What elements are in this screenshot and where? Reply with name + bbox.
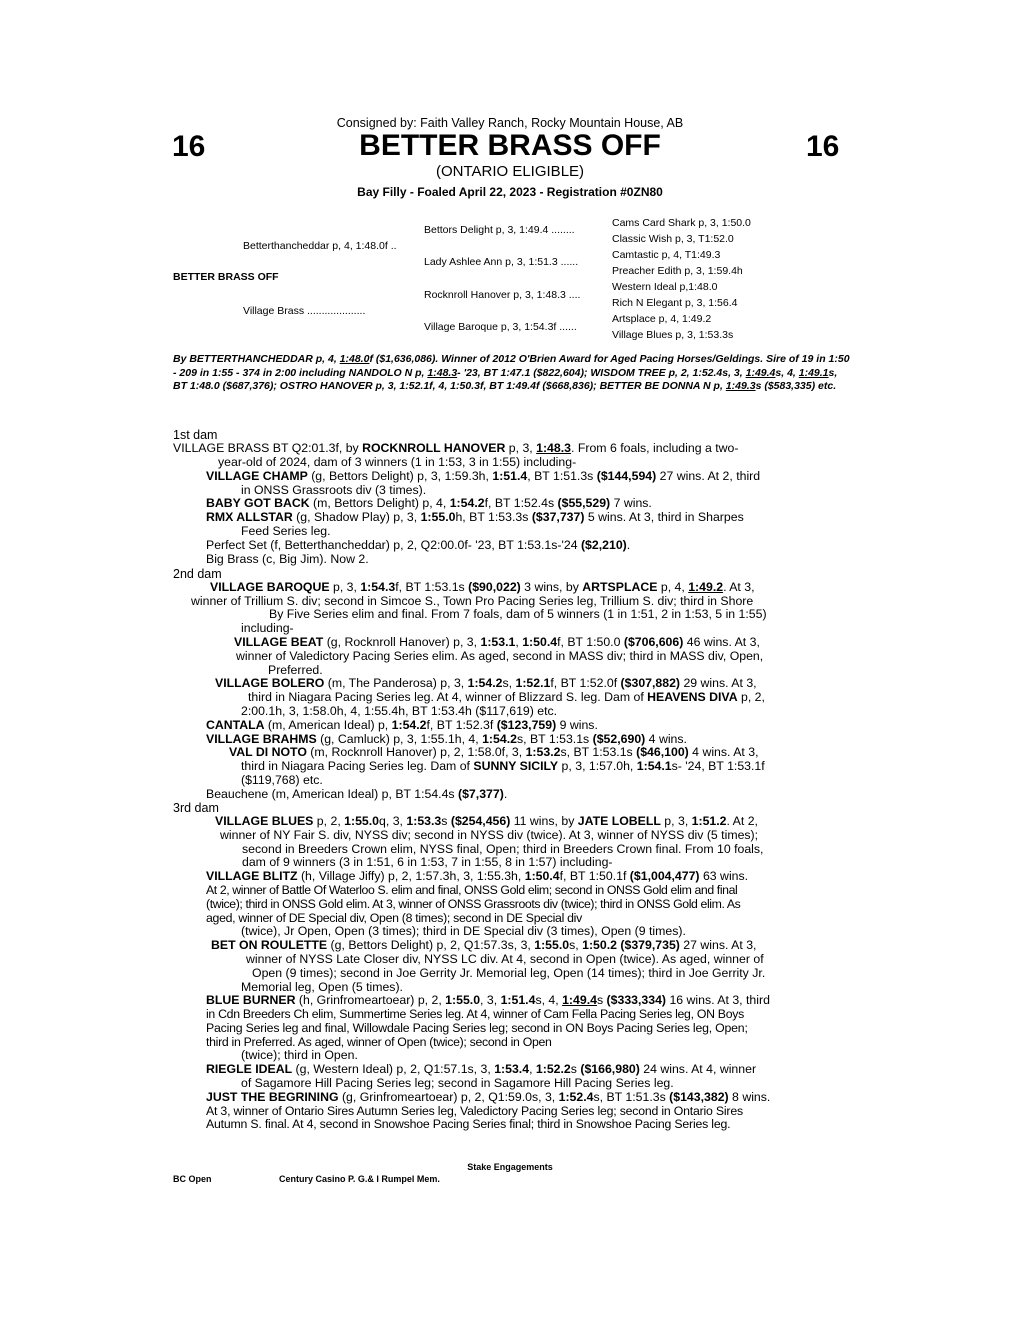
pedigree-gen3-8: Village Blues p, 3, 1:53.3s xyxy=(612,329,734,341)
pedigree-gen3-4: Preacher Edith p, 3, 1:59.4h xyxy=(612,265,743,277)
produce-entry-detail: (twice); third in ONSS Gold elim. At 3, winner of ONSS Grassroots div (twice); third in ONSS Gold elim. As xyxy=(206,897,741,911)
produce-entry-detail: (twice); third in Open. xyxy=(241,1048,358,1062)
pedigree-dam-dam: Village Baroque p, 3, 1:54.3f ...... xyxy=(424,321,577,333)
produce-entry: VAL DI NOTO (m, Rocknroll Hanover) p, 2, 1:58.0f, 3, 1:53.2s, BT 1:53.1s ($46,100) 4 wins. At 3, xyxy=(229,745,759,759)
second-dam-line: By Five Series elim and final. From 7 foals, dam of 5 winners (1 in 1:51, 2 in 1:53, 5 in 1:55) xyxy=(269,607,767,621)
pedigree-gen3-7: Artsplace p, 4, 1:49.2 xyxy=(612,313,712,325)
first-dam-heading: 1st dam xyxy=(173,428,218,442)
third-dam-line: dam of 9 winners (3 in 1:51, 6 in 1:53, 7 in 1:55, 8 in 1:57) including- xyxy=(242,855,613,869)
produce-entry-detail: winner of NYSS Late Closer div, NYSS LC div. At 4, second in Open (twice). As aged, winner of xyxy=(246,952,764,966)
second-dam-line: including- xyxy=(241,621,294,635)
produce-entry: Beauchene (m, American Ideal) p, BT 1:54.4s ($7,377). xyxy=(206,787,508,801)
produce-entry-detail: 2:00.1h, 3, 1:58.0h, 4, 1:55.4h, BT 1:53.4h ($117,619) etc. xyxy=(241,704,558,718)
produce-entry-detail: in ONSS Grassroots div (3 times). xyxy=(241,483,427,497)
first-dam-line: VILLAGE BRASS BT Q2:01.3f, by ROCKNROLL HANOVER p, 3, 1:48.3. From 6 foals, including a two- xyxy=(173,441,739,455)
third-dam-heading: 3rd dam xyxy=(173,801,219,815)
produce-entry: BABY GOT BACK (m, Bettors Delight) p, 4, 1:54.2f, BT 1:52.4s ($55,529) 7 wins. xyxy=(206,496,652,510)
pedigree-sire: Betterthancheddar p, 4, 1:48.0f .. xyxy=(243,240,397,252)
produce-entry: JUST THE BEGRINING (g, Grinfromeartoear) p, 2, Q1:59.0s, 3, 1:52.4s, BT 1:51.3s ($143,382) 8 wins. xyxy=(206,1090,771,1104)
hip-number-left: 16 xyxy=(172,130,206,163)
pedigree-sire-dam: Lady Ashlee Ann p, 3, 1:51.3 ...... xyxy=(424,256,579,268)
produce-entry: VILLAGE BLITZ (h, Village Jiffy) p, 2, 1:57.3h, 3, 1:55.3h, 1:50.4f, BT 1:50.1f ($1,004,477) 63 wins. xyxy=(206,869,749,883)
produce-entry-detail: third in Preferred. As aged, winner of Open (twice); second in Open xyxy=(206,1035,552,1049)
pedigree-subject: BETTER BRASS OFF xyxy=(173,271,279,283)
produce-entry: BET ON ROULETTE (g, Bettors Delight) p, 2, Q1:57.3s, 3, 1:55.0s, 1:50.2 ($379,735) 27 wins. At 3, xyxy=(211,938,757,952)
produce-entry-detail: of Sagamore Hill Pacing Series leg; second in Sagamore Hill Pacing Series leg. xyxy=(241,1076,674,1090)
third-dam-line: winner of NY Fair S. div, NYSS div; second in NYSS div (twice). At 3, winner of NYSS div (5 times); xyxy=(220,828,759,842)
pedigree-gen3-3: Camtastic p, 4, T1:49.3 xyxy=(612,249,721,261)
stake-engagement-item: Century Casino P. G.& I Rumpel Mem. xyxy=(279,1174,440,1184)
produce-entry: RIEGLE IDEAL (g, Western Ideal) p, 2, Q1:57.1s, 3, 1:53.4, 1:52.2s ($166,980) 24 wins. At 4, winner xyxy=(206,1062,757,1076)
foal-details: Bay Filly - Foaled April 22, 2023 - Registration #0ZN80 xyxy=(357,185,663,199)
produce-entry: RMX ALLSTAR (g, Shadow Play) p, 3, 1:55.0h, BT 1:53.3s ($37,737) 5 wins. At 3, third in Sharpes xyxy=(206,510,744,524)
produce-entry-detail: Preferred. xyxy=(268,663,323,677)
pedigree-dam-sire: Rocknroll Hanover p, 3, 1:48.3 .... xyxy=(424,289,581,301)
pedigree-dam: Village Brass .................... xyxy=(243,305,366,317)
produce-entry-detail: Pacing Series leg and final, Willowdale Pacing Series leg; second in ON Boys Pacing Series leg, Open; xyxy=(206,1021,748,1035)
produce-entry-detail: Autumn S. final. At 4, second in Snowshoe Pacing Series final; third in Snowshoe Pacing Series leg. xyxy=(206,1117,731,1131)
pedigree-sire-sire: Bettors Delight p, 3, 1:49.4 ........ xyxy=(424,224,575,236)
sire-summary: By BETTERTHANCHEDDAR p, 4, 1:48.0f ($1,636,086). Winner of 2012 O'Brien Award for Aged Pacing Horses/Geldings. Sire of 19 in 1:50 - 209 in 1:55 - 374 in 2:00 including NANDOLO N p, 1:48.3- '23, BT 1:47.1 ($822,604); WISDOM TREE p, 2, 1:52.4s, 3, 1:49.4s, 4, 1:49.1s, BT 1:48.0 ($687,376); OSTRO HANOVER p, 3, 1:52.1f, 4, 1:50.3f, BT 1:49.4f ($668,836); BETTER BE DONNA N p, 1:49.3s ($583,335) etc. xyxy=(173,353,850,392)
produce-entry: VILLAGE BEAT (g, Rocknroll Hanover) p, 3, 1:53.1, 1:50.4f, BT 1:50.0 ($706,606) 46 wins. At 3, xyxy=(234,635,760,649)
produce-entry: CANTALA (m, American Ideal) p, 1:54.2f, BT 1:52.3f ($123,759) 9 wins. xyxy=(206,718,598,732)
pedigree-gen3-6: Rich N Elegant p, 3, 1:56.4 xyxy=(612,297,738,309)
produce-entry-detail: aged, winner of DE Special div, Open (8 times); second in DE Special div xyxy=(206,911,582,925)
produce-entry: Big Brass (c, Big Jim). Now 2. xyxy=(206,552,369,566)
second-dam-line: winner of Trillium S. div; second in Simcoe S., Town Pro Pacing Series leg, Trillium S. div; third in Shore xyxy=(191,594,754,608)
produce-entry: VILLAGE CHAMP (g, Bettors Delight) p, 3, 1:59.3h, 1:51.4, BT 1:51.3s ($144,594) 27 wins. At 2, third xyxy=(206,469,761,483)
produce-entry: VILLAGE BOLERO (m, The Panderosa) p, 3, 1:54.2s, 1:52.1f, BT 1:52.0f ($307,882) 29 wins. At 3, xyxy=(215,676,757,690)
produce-entry-detail: Feed Series leg. xyxy=(241,524,331,538)
pedigree-gen3-5: Western Ideal p,1:48.0 xyxy=(612,281,718,293)
hip-number-right: 16 xyxy=(806,130,840,163)
pedigree-gen3-2: Classic Wish p, 3, T1:52.0 xyxy=(612,233,734,245)
produce-entry: VILLAGE BRAHMS (g, Camluck) p, 3, 1:55.1h, 4, 1:54.2s, BT 1:53.1s ($52,690) 4 wins. xyxy=(206,732,687,746)
produce-entry-detail: Open (9 times); second in Joe Gerrity Jr. Memorial leg, Open (14 times); third in Joe Gerrity Jr. xyxy=(252,966,766,980)
stake-engagements-heading: Stake Engagements xyxy=(467,1162,553,1172)
second-dam-line: VILLAGE BAROQUE p, 3, 1:54.3f, BT 1:53.1s ($90,022) 3 wins, by ARTSPLACE p, 4, 1:49.2. At 3, xyxy=(210,580,755,594)
third-dam-line: second in Breeders Crown elim, NYSS final, Open; third in Breeders Crown final. From 10 foals, xyxy=(242,842,764,856)
third-dam-line: VILLAGE BLUES p, 2, 1:55.0q, 3, 1:53.3s ($254,456) 11 wins, by JATE LOBELL p, 3, 1:51.2. At 2, xyxy=(215,814,758,828)
first-dam-line: year-old of 2024, dam of 3 winners (1 in 1:53, 3 in 1:55) including- xyxy=(218,455,577,469)
produce-entry-detail: third in Niagara Pacing Series leg. Dam of SUNNY SICILY p, 3, 1:57.0h, 1:54.1s- '24, BT 1:53.1f xyxy=(241,759,765,773)
stake-engagement-item: BC Open xyxy=(173,1174,212,1184)
pedigree-gen3-1: Cams Card Shark p, 3, 1:50.0 xyxy=(612,217,751,229)
produce-entry-detail: Memorial leg, Open (5 times). xyxy=(241,980,403,994)
second-dam-heading: 2nd dam xyxy=(173,567,222,581)
produce-entry: BLUE BURNER (h, Grinfromeartoear) p, 2, 1:55.0, 3, 1:51.4s, 4, 1:49.4s ($333,334) 16 wins. At 3, third xyxy=(206,993,770,1007)
produce-entry-detail: winner of Valedictory Pacing Series elim. As aged, second in MASS div; third in MASS div, Open, xyxy=(236,649,764,663)
produce-entry-detail: third in Niagara Pacing Series leg. At 4, winner of Blizzard S. leg. Dam of HEAVENS DIVA p, 2, xyxy=(248,690,765,704)
produce-entry-detail: (twice), Jr Open, Open (3 times); third in DE Special div (3 times), Open (9 times). xyxy=(241,924,686,938)
produce-entry-detail: At 3, winner of Ontario Sires Autumn Series leg, Valedictory Pacing Series leg; second in Ontario Sires xyxy=(206,1104,743,1118)
horse-name-title: BETTER BRASS OFF xyxy=(359,129,661,162)
consignor-line: Consigned by: Faith Valley Ranch, Rocky Mountain House, AB xyxy=(336,116,684,130)
produce-entry-detail: ($119,768) etc. xyxy=(241,773,323,787)
produce-entry-detail: At 2, winner of Battle Of Waterloo S. elim and final, ONSS Gold elim; second in ONSS Gold elim and final xyxy=(206,883,738,897)
eligibility-label: (ONTARIO ELIGIBLE) xyxy=(435,163,585,180)
produce-entry: Perfect Set (f, Betterthancheddar) p, 2, Q2:00.0f- '23, BT 1:53.1s-'24 ($2,210). xyxy=(206,538,631,552)
produce-entry-detail: in Cdn Breeders Ch elim, Summertime Series leg. At 4, winner of Cam Fella Pacing Series leg, ON Boys xyxy=(206,1007,744,1021)
